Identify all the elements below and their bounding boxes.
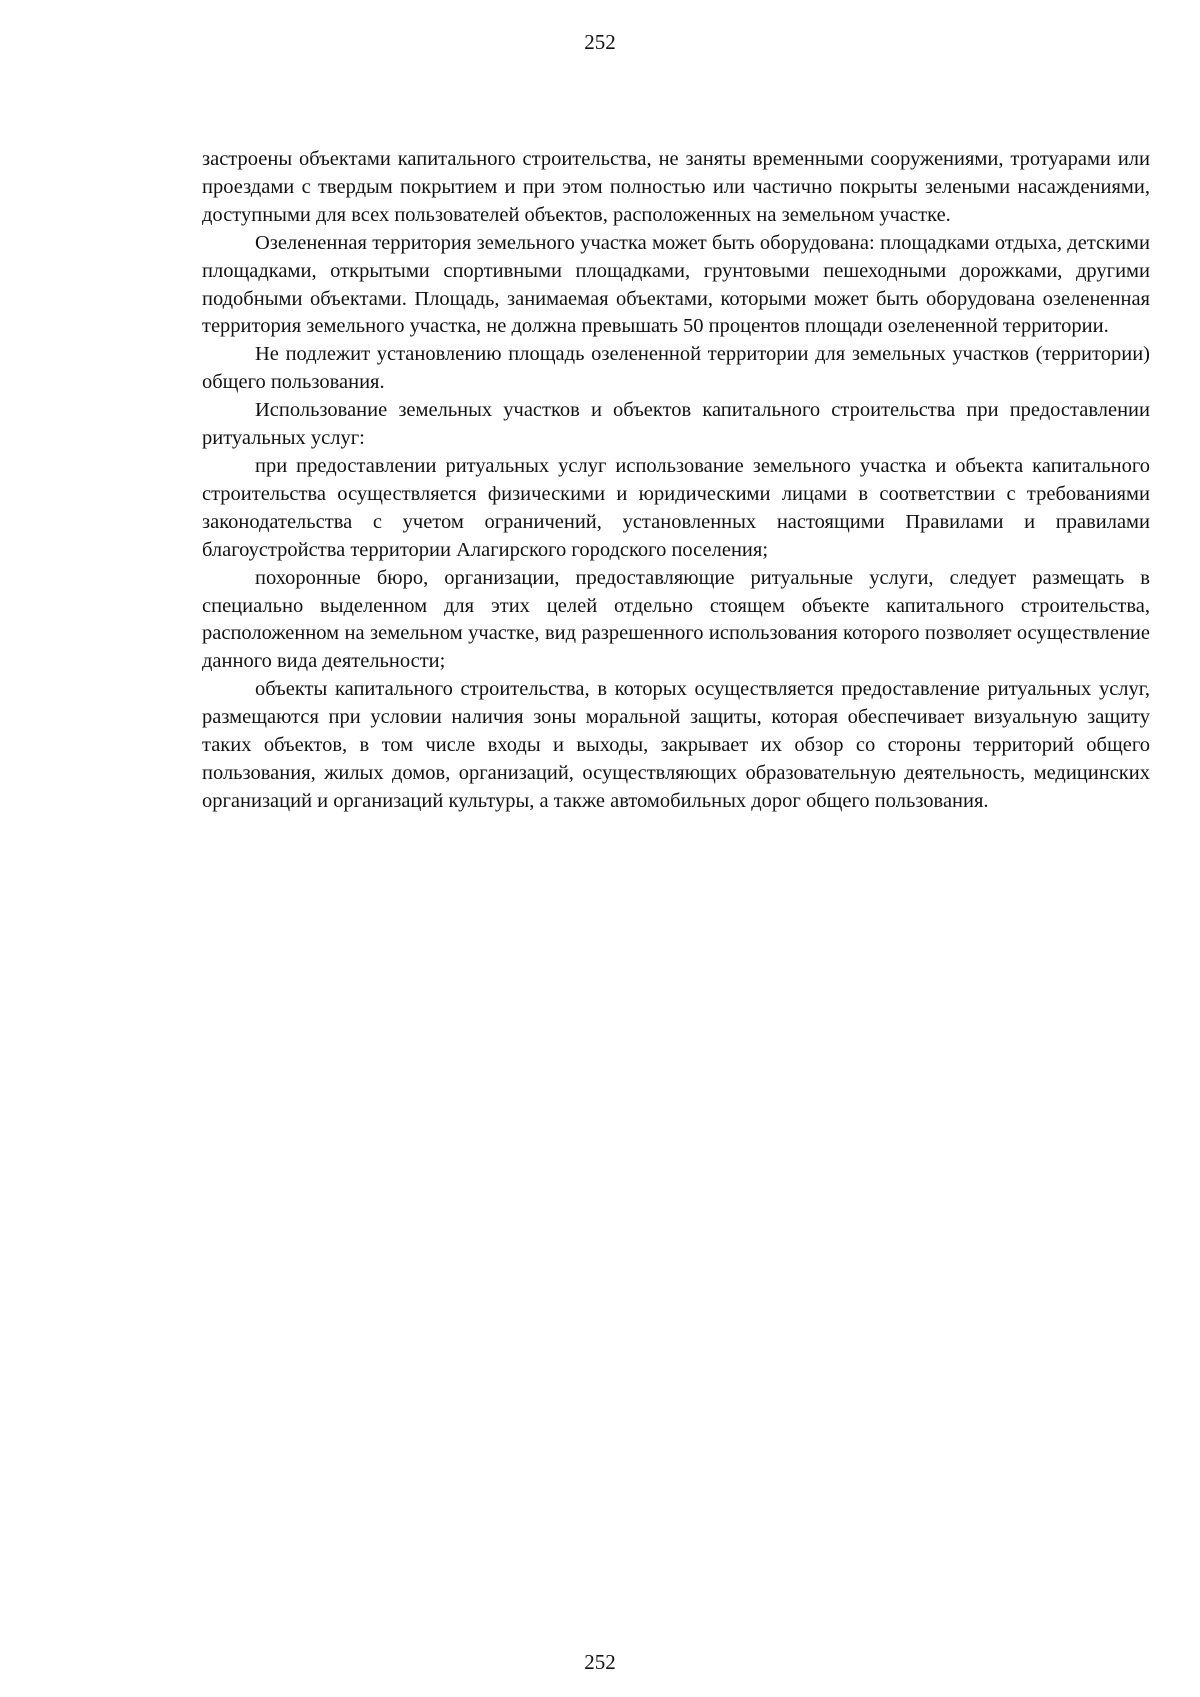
paragraph-moral-protection-zone: объекты капитального строительства, в которых осуществляется предоставление ритуальных услуг, размещаются при условии наличия зоны моральной защиты, которая обеспечивает визуальную защиту таких объектов, в том числе входы и выходы, закрывает их обзор со стороны территорий общего пользования, жилых домов, организаций, осуществляющих образовательную деятельность, медицинских организаций и организаций культуры, а также автомобильных дорог общего пользования. — [202, 678, 1150, 812]
paragraph-public-use: Не подлежит установлению площадь озелененной территории для земельных участков (территории) общего пользования. — [202, 343, 1150, 394]
paragraph-greened-territory: Озелененная территория земельного участка может быть оборудована: площадками отдыха, детскими площадками, открытыми спортивными площадками, грунтовыми пешеходными дорожками, другими подобными объектами. Площадь, занимаемая объектами, которыми может быть оборудована озелененная территория земельного участка, не должна превышать 50 процентов площади озелененной территории. — [202, 231, 1150, 338]
paragraph-ritual-services-usage: при предоставлении ритуальных услуг использование земельного участка и объекта капитального строительства осуществляется физическими и юридическими лицами в соответствии с требованиями законодательства с учетом ограничений, установленных настоящими Правилами и правилами благоустройства территории Алагирского городского поселения; — [202, 454, 1150, 561]
paragraph-continuation: застроены объектами капитального строительства, не заняты временными сооружениями, тротуарами или проездами с твердым покрытием и при этом полностью или частично покрыты зелеными насаждениями, доступными для всех пользователей объектов, расположенных на земельном участке. — [202, 148, 1150, 226]
paragraph-funeral-bureaus: похоронные бюро, организации, предоставляющие ритуальные услуги, следует размещать в специально выделенном для этих целей отдельно стоящем объекте капитального строительства, расположенном на земельном участке, вид разрешенного использования которого позволяет осуществление данного вида деятельности; — [202, 566, 1150, 673]
document-body — [202, 146, 1150, 816]
page-number-bottom: 252 — [584, 1650, 616, 1674]
paragraph-ritual-services-heading: Использование земельных участков и объектов капитального строительства при предоставлении ритуальных услуг: — [202, 399, 1150, 450]
page-number-top: 252 — [584, 30, 616, 54]
